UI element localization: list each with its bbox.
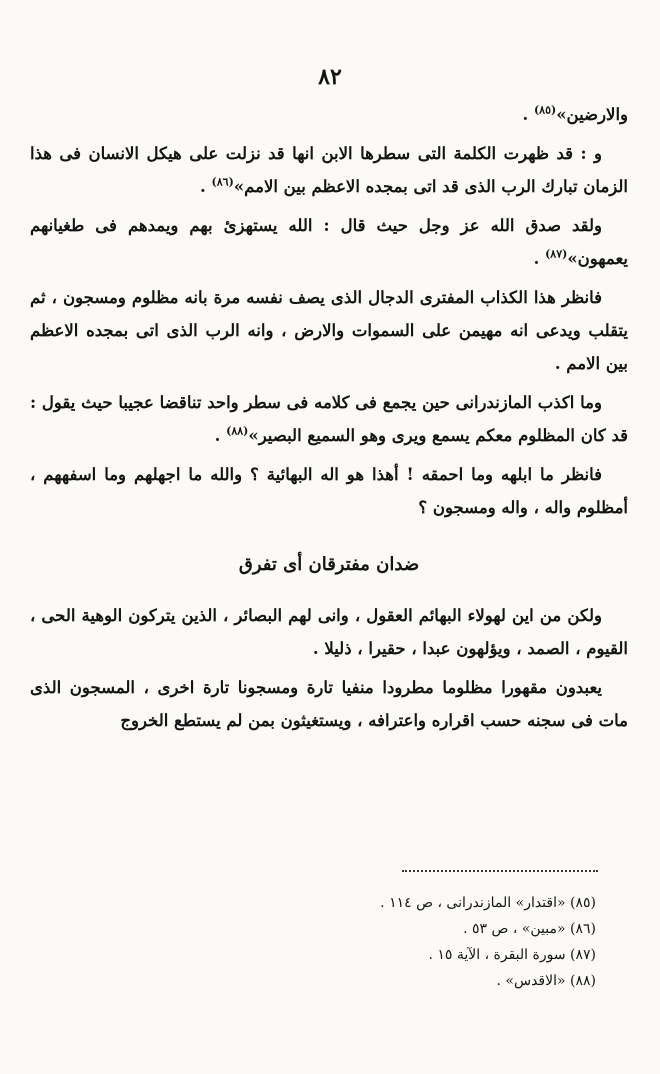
paragraph-tail: . (522, 105, 534, 124)
paragraph-tail: . (200, 177, 212, 196)
paragraph-text: فانظر هذا الكذاب المفترى الدجال الذى يصف نفسه مرة بانه مظلوم ومسجون ، ثم يتقلب ويدعى انه مهيمن على السموات والارض ، وانه الرب الذى اتى بمجده الاعظم بين الامم . (30, 288, 628, 373)
paragraph-text: يعبدون مقهورا مظلوما مطرودا منفيا تارة ومسجونا تارة اخرى ، المسجون الذى مات فى سجنه حسب اقراره واعترافه ، ويستغيثون بمن لم يستطع الخروج (30, 678, 628, 730)
footnote: (٨٨) «الاقدس» . (496, 973, 596, 989)
footnote: (٨٦) «مبين» ، ص ٥٣ . (463, 921, 596, 937)
paragraph-text: ولقد صدق الله عز وجل حيث قال : الله يستهزئ بهم ويمدهم فى طغيانهم يعمهون» (30, 216, 628, 268)
footnote-ref: (٨٦) (211, 175, 234, 189)
footnote-ref: (٨٥) (533, 103, 557, 117)
paragraph-text: والارضين» (556, 105, 628, 124)
paragraph-text: و : قد ظهرت الكلمة التى سطرها الابن انها قد نزلت على هيكل الانسان فى هذا الزمان تبارك الرب الذى قد اتى بمجده الاعظم بين الامم» (30, 144, 628, 196)
footnote: (٨٥) «اقتدار» المازندرانى ، ص ١١٤ . (380, 895, 596, 911)
paragraph (30, 209, 628, 275)
paragraph (30, 281, 628, 380)
paragraph-tail: . (214, 426, 227, 445)
section-subtitle: ضدان مفترقان أى تفرق (238, 554, 420, 575)
paragraph-continuation (30, 98, 628, 131)
paragraph-text: فانظر ما ابلهه وما احمقه ! أهذا هو اله البهائية ؟ والله ما اجهلهم وما اسفههم ، أمظلوم واله ، واله ومسجون ؟ (30, 465, 628, 517)
paragraph (30, 386, 628, 452)
paragraph (30, 671, 628, 737)
paragraph-text: وما اكذب المازندرانى حين يجمع فى كلامه فى سطر واحد تناقضا عجيبا حيث يقول : قد كان المظلوم معكم يسمع ويرى وهو السميع البصير» (30, 393, 628, 445)
paragraph (30, 458, 628, 524)
footnotes (30, 890, 596, 994)
footnote: (٨٧) سورة البقرة ، الآية ١٥ . (428, 947, 596, 963)
paragraph-tail: . (533, 249, 546, 268)
footnote-ref: (٨٨) (226, 424, 249, 438)
footnote-divider (402, 870, 598, 872)
paragraph (30, 599, 628, 665)
main-text (30, 98, 628, 743)
footnote-ref: (٨٧) (545, 247, 568, 261)
paragraph (30, 137, 628, 203)
page-number: ٨٢ (318, 64, 342, 90)
paragraph-text: ولكن من اين لهولاء البهائم العقول ، وانى لهم البصائر ، الذين يتركون الوهية الحى ، القيوم ، الصمد ، ويؤلهون عبدا ، حقيرا ، ذليلا . (30, 606, 628, 658)
